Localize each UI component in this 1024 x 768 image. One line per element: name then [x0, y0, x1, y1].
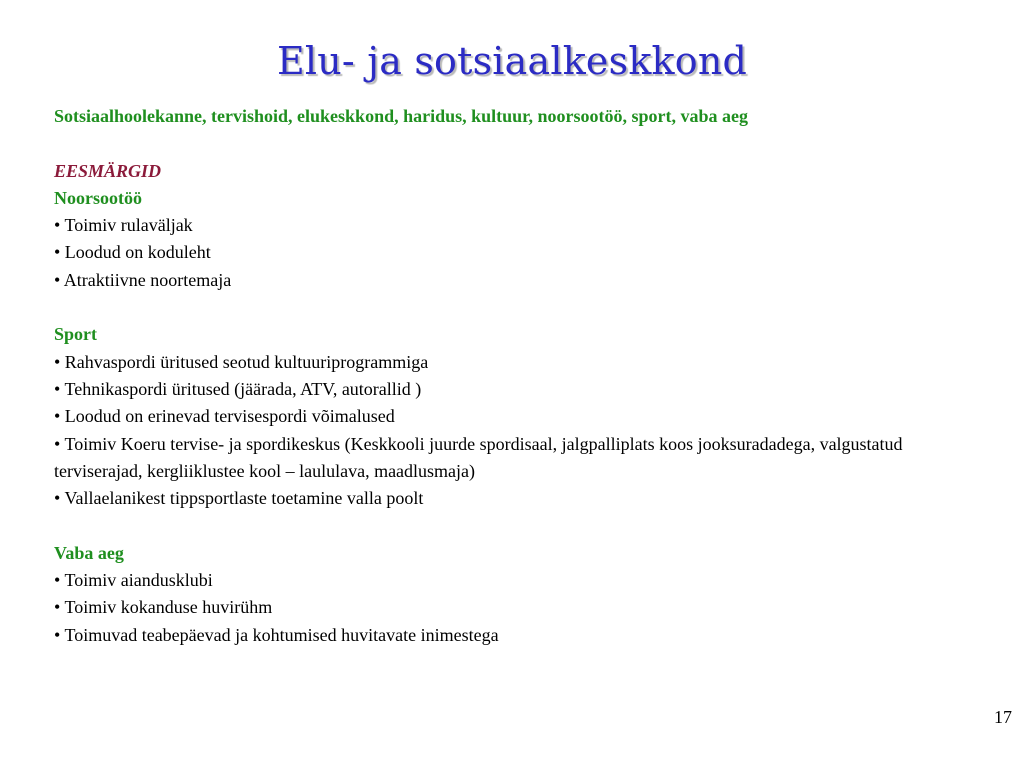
spacer: [54, 512, 984, 539]
section-heading-sport: Sport: [54, 324, 98, 345]
section-heading-leisure: Vaba aeg: [54, 542, 124, 563]
slide-body: [54, 103, 984, 649]
topics-subtitle: Sotsiaalhoolekanne, tervishoid, elukeskkond, haridus, kultuur, noorsootöö, sport, vaba aeg: [54, 106, 748, 126]
section-heading-youth: Noorsootöö: [54, 187, 142, 208]
slide-title: Elu- ja sotsiaalkeskkond: [276, 39, 748, 83]
sport-item: • Rahvaspordi üritused seotud kultuuriprogrammiga: [54, 351, 429, 372]
youth-item: • Loodud on koduleht: [54, 242, 211, 263]
leisure-item: • Toimiv aiandusklubi: [54, 570, 213, 591]
page-number: 17: [994, 707, 1012, 727]
sport-item: • Vallaelanikest tippsportlaste toetamine valla poolt: [54, 488, 424, 509]
youth-item: • Toimiv rulaväljak: [54, 215, 193, 236]
sport-item: • Loodud on erinevad tervisespordi võimalused: [54, 406, 395, 427]
sport-item: • Toimiv Koeru tervise- ja spordikeskus (Keskkooli juurde spordisaal, jalgpalliplats koos jooksuradadega, valgustatud terviserajad, kergliiklustee kool – laululava, maadlusmaja): [54, 433, 903, 481]
youth-item: • Atraktiivne noortemaja: [54, 269, 232, 290]
sport-item: • Tehnikaspordi üritused (jäärada, ATV, autorallid ): [54, 378, 422, 399]
leisure-item: • Toimiv kokanduse huvirühm: [54, 597, 273, 618]
goals-label: EESMÄRGID: [54, 160, 162, 181]
spacer: [54, 294, 984, 321]
spacer: [54, 130, 984, 157]
leisure-item: • Toimuvad teabepäevad ja kohtumised huvitavate inimestega: [54, 624, 499, 645]
